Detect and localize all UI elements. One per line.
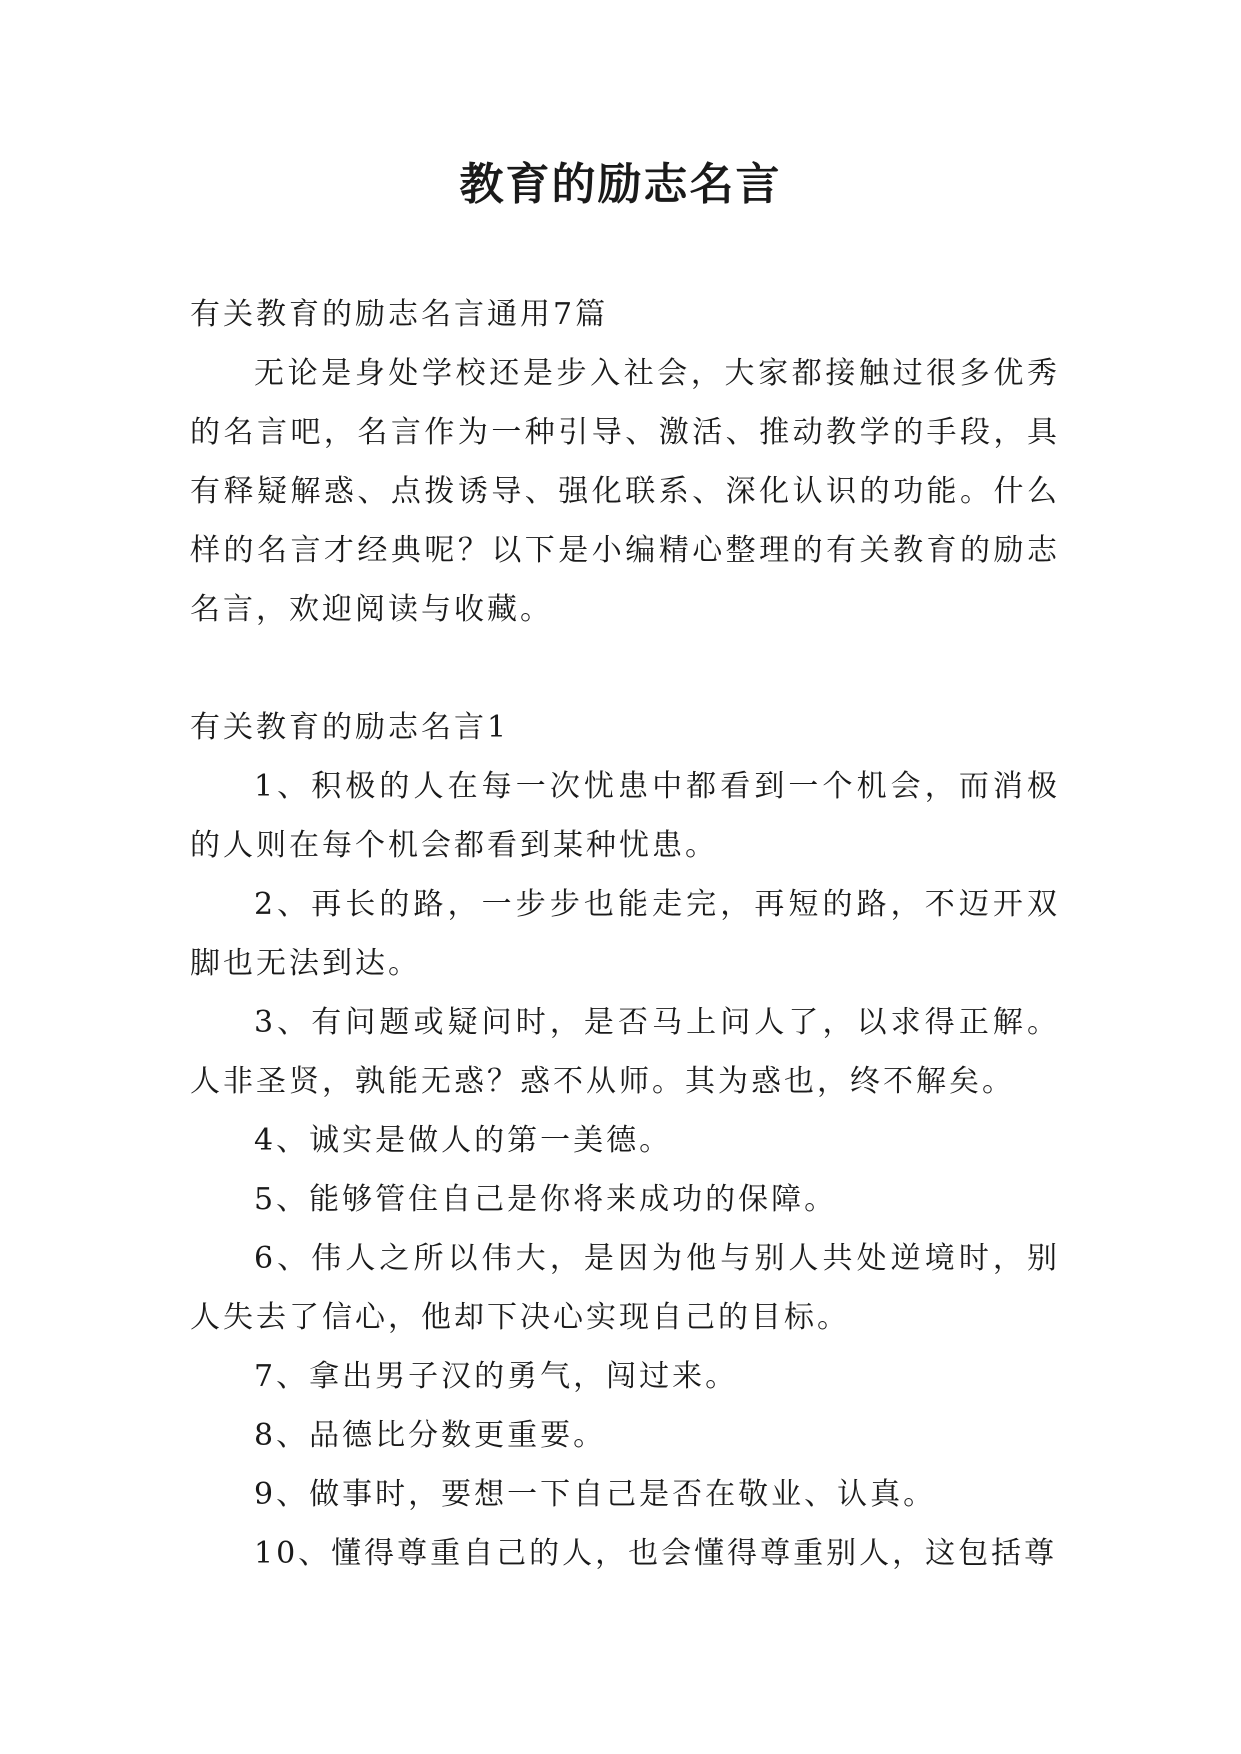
quote-item: 3、有问题或疑问时，是否马上问人了，以求得正解。人非圣贤，孰能无惑？惑不从师。其为惑也，终不解矣。 (190, 1005, 1060, 1099)
quote-item: 5、能够管住自己是你将来成功的保障。 (254, 1182, 838, 1217)
intro-paragraph: 无论是身处学校还是步入社会，大家都接触过很多优秀的名言吧，名言作为一种引导、激活、推动教学的手段，具有释疑解惑、点拨诱导、强化联系、深化认识的功能。什么样的名言才经典呢？以下是小编精心整理的有关教育的励志名言，欢迎阅读与收藏。 (190, 356, 1060, 627)
quote-item: 4、诚实是做人的第一美德。 (254, 1123, 673, 1158)
document-body (190, 285, 1060, 1583)
quote-item: 10、懂得尊重自己的人，也会懂得尊重别人，这包括尊 (254, 1536, 1058, 1571)
section-heading: 有关教育的励志名言1 (190, 710, 510, 745)
quote-item: 7、拿出男子汉的勇气，闯过来。 (254, 1359, 739, 1394)
document-title: 教育的励志名言 (459, 159, 782, 210)
quote-item: 1、积极的人在每一次忧患中都看到一个机会，而消极的人则在每个机会都看到某种忧患。 (190, 769, 1060, 863)
subtitle: 有关教育的励志名言通用7篇 (190, 297, 609, 332)
quote-item: 6、伟人之所以伟大，是因为他与别人共处逆境时，别人失去了信心，他却下决心实现自己的目标。 (190, 1241, 1060, 1335)
quote-item: 8、品德比分数更重要。 (254, 1418, 607, 1453)
quote-item: 9、做事时，要想一下自己是否在敬业、认真。 (254, 1477, 937, 1512)
quote-item: 2、再长的路，一步步也能走完，再短的路，不迈开双脚也无法到达。 (190, 887, 1060, 981)
